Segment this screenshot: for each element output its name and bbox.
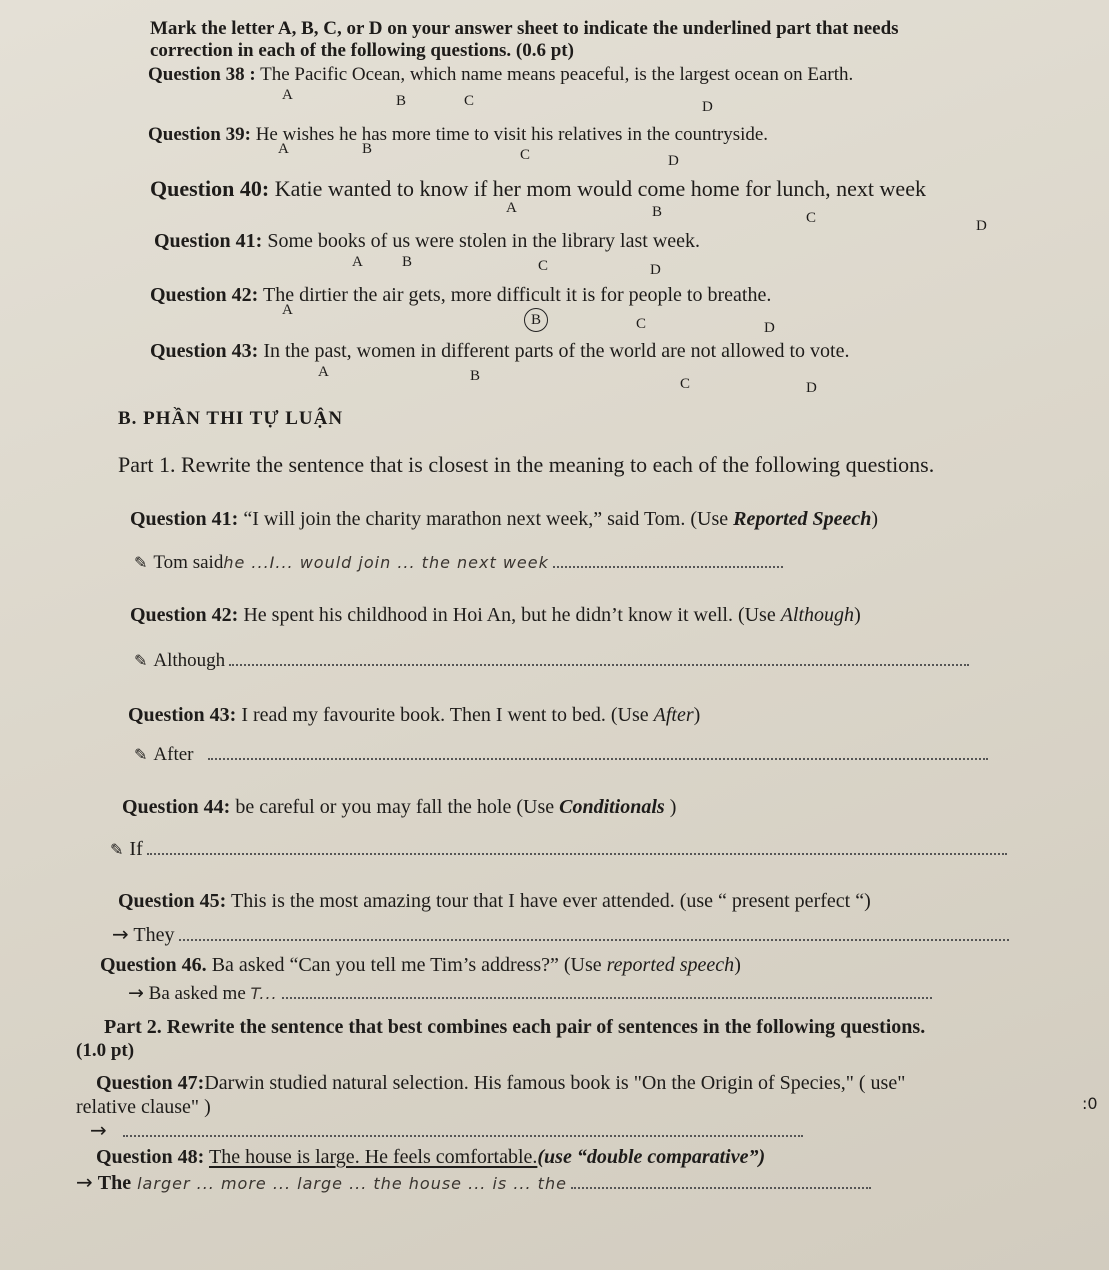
question-40-text: Katie wanted to know if her mom would come home for lunch, next week bbox=[274, 176, 926, 201]
rewrite-q41-label: Question 41: bbox=[130, 508, 239, 530]
letter-b: B bbox=[362, 141, 373, 157]
rewrite-q46-start: Ba asked me bbox=[148, 983, 246, 1004]
letter-d: D bbox=[976, 218, 987, 234]
rewrite-q42-start: Although bbox=[153, 650, 226, 671]
rewrite-q46-tail: ) bbox=[734, 954, 741, 976]
rewrite-q44-hint: Conditionals bbox=[559, 796, 665, 818]
question-40 bbox=[150, 176, 926, 202]
letter-b-circled: B bbox=[524, 308, 548, 332]
answer-dotted-line bbox=[229, 662, 969, 666]
rewrite-q45-start: They bbox=[133, 924, 175, 946]
answer-dotted-line bbox=[282, 995, 932, 999]
letter-d: D bbox=[806, 380, 817, 396]
rewrite-q41-tail: ) bbox=[871, 508, 879, 530]
letter-b: B bbox=[652, 204, 663, 220]
letter-a: A bbox=[352, 254, 363, 270]
letter-d: D bbox=[668, 153, 679, 169]
section-b-heading: B. PHẦN THI TỰ LUẬN bbox=[118, 408, 344, 429]
letter-c: C bbox=[680, 376, 691, 392]
rewrite-q42-text: He spent his childhood in Hoi An, but he didn’t know it well. (Use bbox=[243, 604, 781, 626]
rewrite-q44-start: If bbox=[129, 838, 143, 860]
letter-d: D bbox=[702, 99, 713, 115]
letter-b: B bbox=[402, 254, 413, 270]
rewrite-q43-answer-line[interactable] bbox=[134, 744, 988, 766]
rewrite-q46-label: Question 46. bbox=[100, 954, 207, 976]
question-47-line-2: relative clause" ) bbox=[76, 1096, 211, 1118]
rewrite-q41-start: Tom said bbox=[153, 552, 224, 573]
rewrite-question-45 bbox=[118, 890, 871, 913]
rewrite-q41-handwritten-answer: he ...I... would join ... the next week bbox=[223, 553, 549, 572]
part-1-heading: Part 1. Rewrite the sentence that is closest in the meaning to each of the following questions. bbox=[118, 452, 935, 477]
question-38-text: The Pacific Ocean, which name means peaceful, is the largest ocean on Earth. bbox=[260, 64, 854, 85]
letter-b: B bbox=[396, 93, 407, 109]
answer-dotted-line bbox=[553, 564, 783, 568]
rewrite-q45-answer-line[interactable] bbox=[112, 922, 1009, 947]
rewrite-q41-answer-line[interactable] bbox=[134, 552, 783, 574]
rewrite-question-42 bbox=[130, 604, 861, 627]
pencil-icon: ✎ bbox=[134, 745, 148, 764]
letter-a: A bbox=[282, 87, 293, 103]
arrow-right-icon: → bbox=[112, 922, 129, 946]
rewrite-q42-hint: Although bbox=[780, 604, 855, 626]
letter-c: C bbox=[636, 316, 647, 332]
rewrite-q43-tail: ) bbox=[693, 704, 701, 726]
pencil-icon: ✎ bbox=[110, 840, 124, 859]
rewrite-question-41 bbox=[130, 508, 878, 531]
question-40-label: Question 40: bbox=[150, 176, 270, 201]
letter-c: C bbox=[520, 147, 531, 163]
question-38 bbox=[148, 64, 853, 86]
question-43 bbox=[150, 340, 849, 363]
answer-dotted-line bbox=[147, 851, 1007, 855]
question-39 bbox=[148, 124, 768, 146]
rewrite-q45-text: This is the most amazing tour that I have ever attended. (use “ present perfect “) bbox=[230, 890, 871, 912]
question-42 bbox=[150, 284, 771, 307]
letter-b: B bbox=[470, 368, 481, 384]
question-39-label: Question 39: bbox=[148, 124, 251, 145]
question-43-label: Question 43: bbox=[150, 340, 259, 362]
rewrite-q44-tail: ) bbox=[664, 796, 677, 818]
question-47 bbox=[96, 1072, 905, 1095]
question-42-text: The dirtier the air gets, more difficult it is for people to breathe. bbox=[262, 284, 772, 306]
rewrite-q41-text: “I will join the charity marathon next week,” said Tom. (Use bbox=[243, 508, 734, 530]
question-47-line-1: Darwin studied natural selection. His famous book is "On the Origin of Species," ( use" bbox=[204, 1072, 906, 1094]
letter-c: C bbox=[538, 258, 549, 274]
arrow-right-icon: → bbox=[90, 1118, 107, 1142]
question-41-text: Some books of us were stolen in the library last week. bbox=[267, 230, 701, 252]
part-2-heading: Part 2. Rewrite the sentence that best combines each pair of sentences in the following questions. bbox=[104, 1016, 926, 1038]
rewrite-q43-label: Question 43: bbox=[128, 704, 237, 726]
instructions-line-1: Mark the letter A, B, C, or D on your answer sheet to indicate the underlined part that needs bbox=[150, 18, 899, 39]
question-41 bbox=[154, 230, 700, 253]
letter-c: C bbox=[806, 210, 817, 226]
question-47-label: Question 47: bbox=[96, 1072, 205, 1094]
rewrite-question-46 bbox=[100, 954, 741, 977]
letter-a: A bbox=[506, 200, 517, 216]
arrow-right-icon: → bbox=[128, 982, 144, 1004]
rewrite-q44-answer-line[interactable] bbox=[110, 838, 1007, 861]
question-48-label: Question 48: bbox=[96, 1146, 205, 1168]
question-42-label: Question 42: bbox=[150, 284, 259, 306]
rewrite-q46-answer-line[interactable] bbox=[128, 982, 932, 1005]
rewrite-q41-hint: Reported Speech bbox=[733, 508, 872, 530]
letter-a: A bbox=[278, 141, 289, 157]
arrow-right-icon: → bbox=[76, 1170, 93, 1194]
letter-c: C bbox=[464, 93, 475, 109]
question-48 bbox=[96, 1146, 765, 1169]
rewrite-q44-label: Question 44: bbox=[122, 796, 231, 818]
part-2-points: (1.0 pt) bbox=[76, 1040, 135, 1061]
pencil-icon: ✎ bbox=[134, 553, 148, 572]
question-41-label: Question 41: bbox=[154, 230, 263, 252]
rewrite-q44-text: be careful or you may fall the hole (Use bbox=[235, 796, 560, 818]
question-39-text: He wishes he has more time to visit his relatives in the countryside. bbox=[255, 124, 769, 145]
rewrite-q42-label: Question 42: bbox=[130, 604, 239, 626]
letter-a: A bbox=[318, 364, 329, 380]
question-43-text: In the past, women in different parts of the world are not allowed to vote. bbox=[263, 340, 850, 362]
rewrite-q43-start: After bbox=[153, 744, 194, 765]
pencil-icon: ✎ bbox=[134, 651, 148, 670]
answer-dotted-line bbox=[571, 1185, 871, 1189]
answer-dotted-line bbox=[123, 1133, 803, 1137]
question-48-hint: (use “double comparative”) bbox=[537, 1146, 766, 1168]
question-48-answer-line[interactable] bbox=[76, 1170, 871, 1195]
margin-mark: :0 bbox=[1082, 1094, 1098, 1113]
letter-a: A bbox=[282, 302, 293, 318]
letter-d: D bbox=[764, 320, 775, 336]
rewrite-q42-answer-line[interactable] bbox=[134, 650, 969, 672]
answer-dotted-line bbox=[179, 937, 1009, 941]
rewrite-q46-text: Ba asked “Can you tell me Tim’s address?” (Use bbox=[211, 954, 607, 976]
rewrite-q43-hint: After bbox=[653, 704, 694, 726]
instructions-line-2: correction in each of the following questions. (0.6 pt) bbox=[150, 40, 574, 61]
rewrite-q42-tail: ) bbox=[854, 604, 861, 626]
rewrite-q46-handwritten-answer: T... bbox=[250, 984, 278, 1003]
rewrite-q43-text: I read my favourite book. Then I went to bed. (Use bbox=[241, 704, 654, 726]
question-48-start: The bbox=[97, 1172, 132, 1194]
rewrite-q45-label: Question 45: bbox=[118, 890, 227, 912]
question-38-label: Question 38 : bbox=[148, 64, 256, 85]
question-48-text: The house is large. He feels comfortable. bbox=[208, 1146, 538, 1168]
question-48-handwritten-answer: larger ... more ... large ... the house ... is ... the bbox=[137, 1174, 567, 1193]
rewrite-q46-hint: reported speech bbox=[606, 954, 735, 976]
rewrite-question-44 bbox=[122, 796, 676, 819]
letter-d: D bbox=[650, 262, 661, 278]
question-47-answer-line[interactable] bbox=[90, 1118, 803, 1143]
rewrite-question-43 bbox=[128, 704, 700, 727]
answer-dotted-line bbox=[208, 756, 988, 760]
